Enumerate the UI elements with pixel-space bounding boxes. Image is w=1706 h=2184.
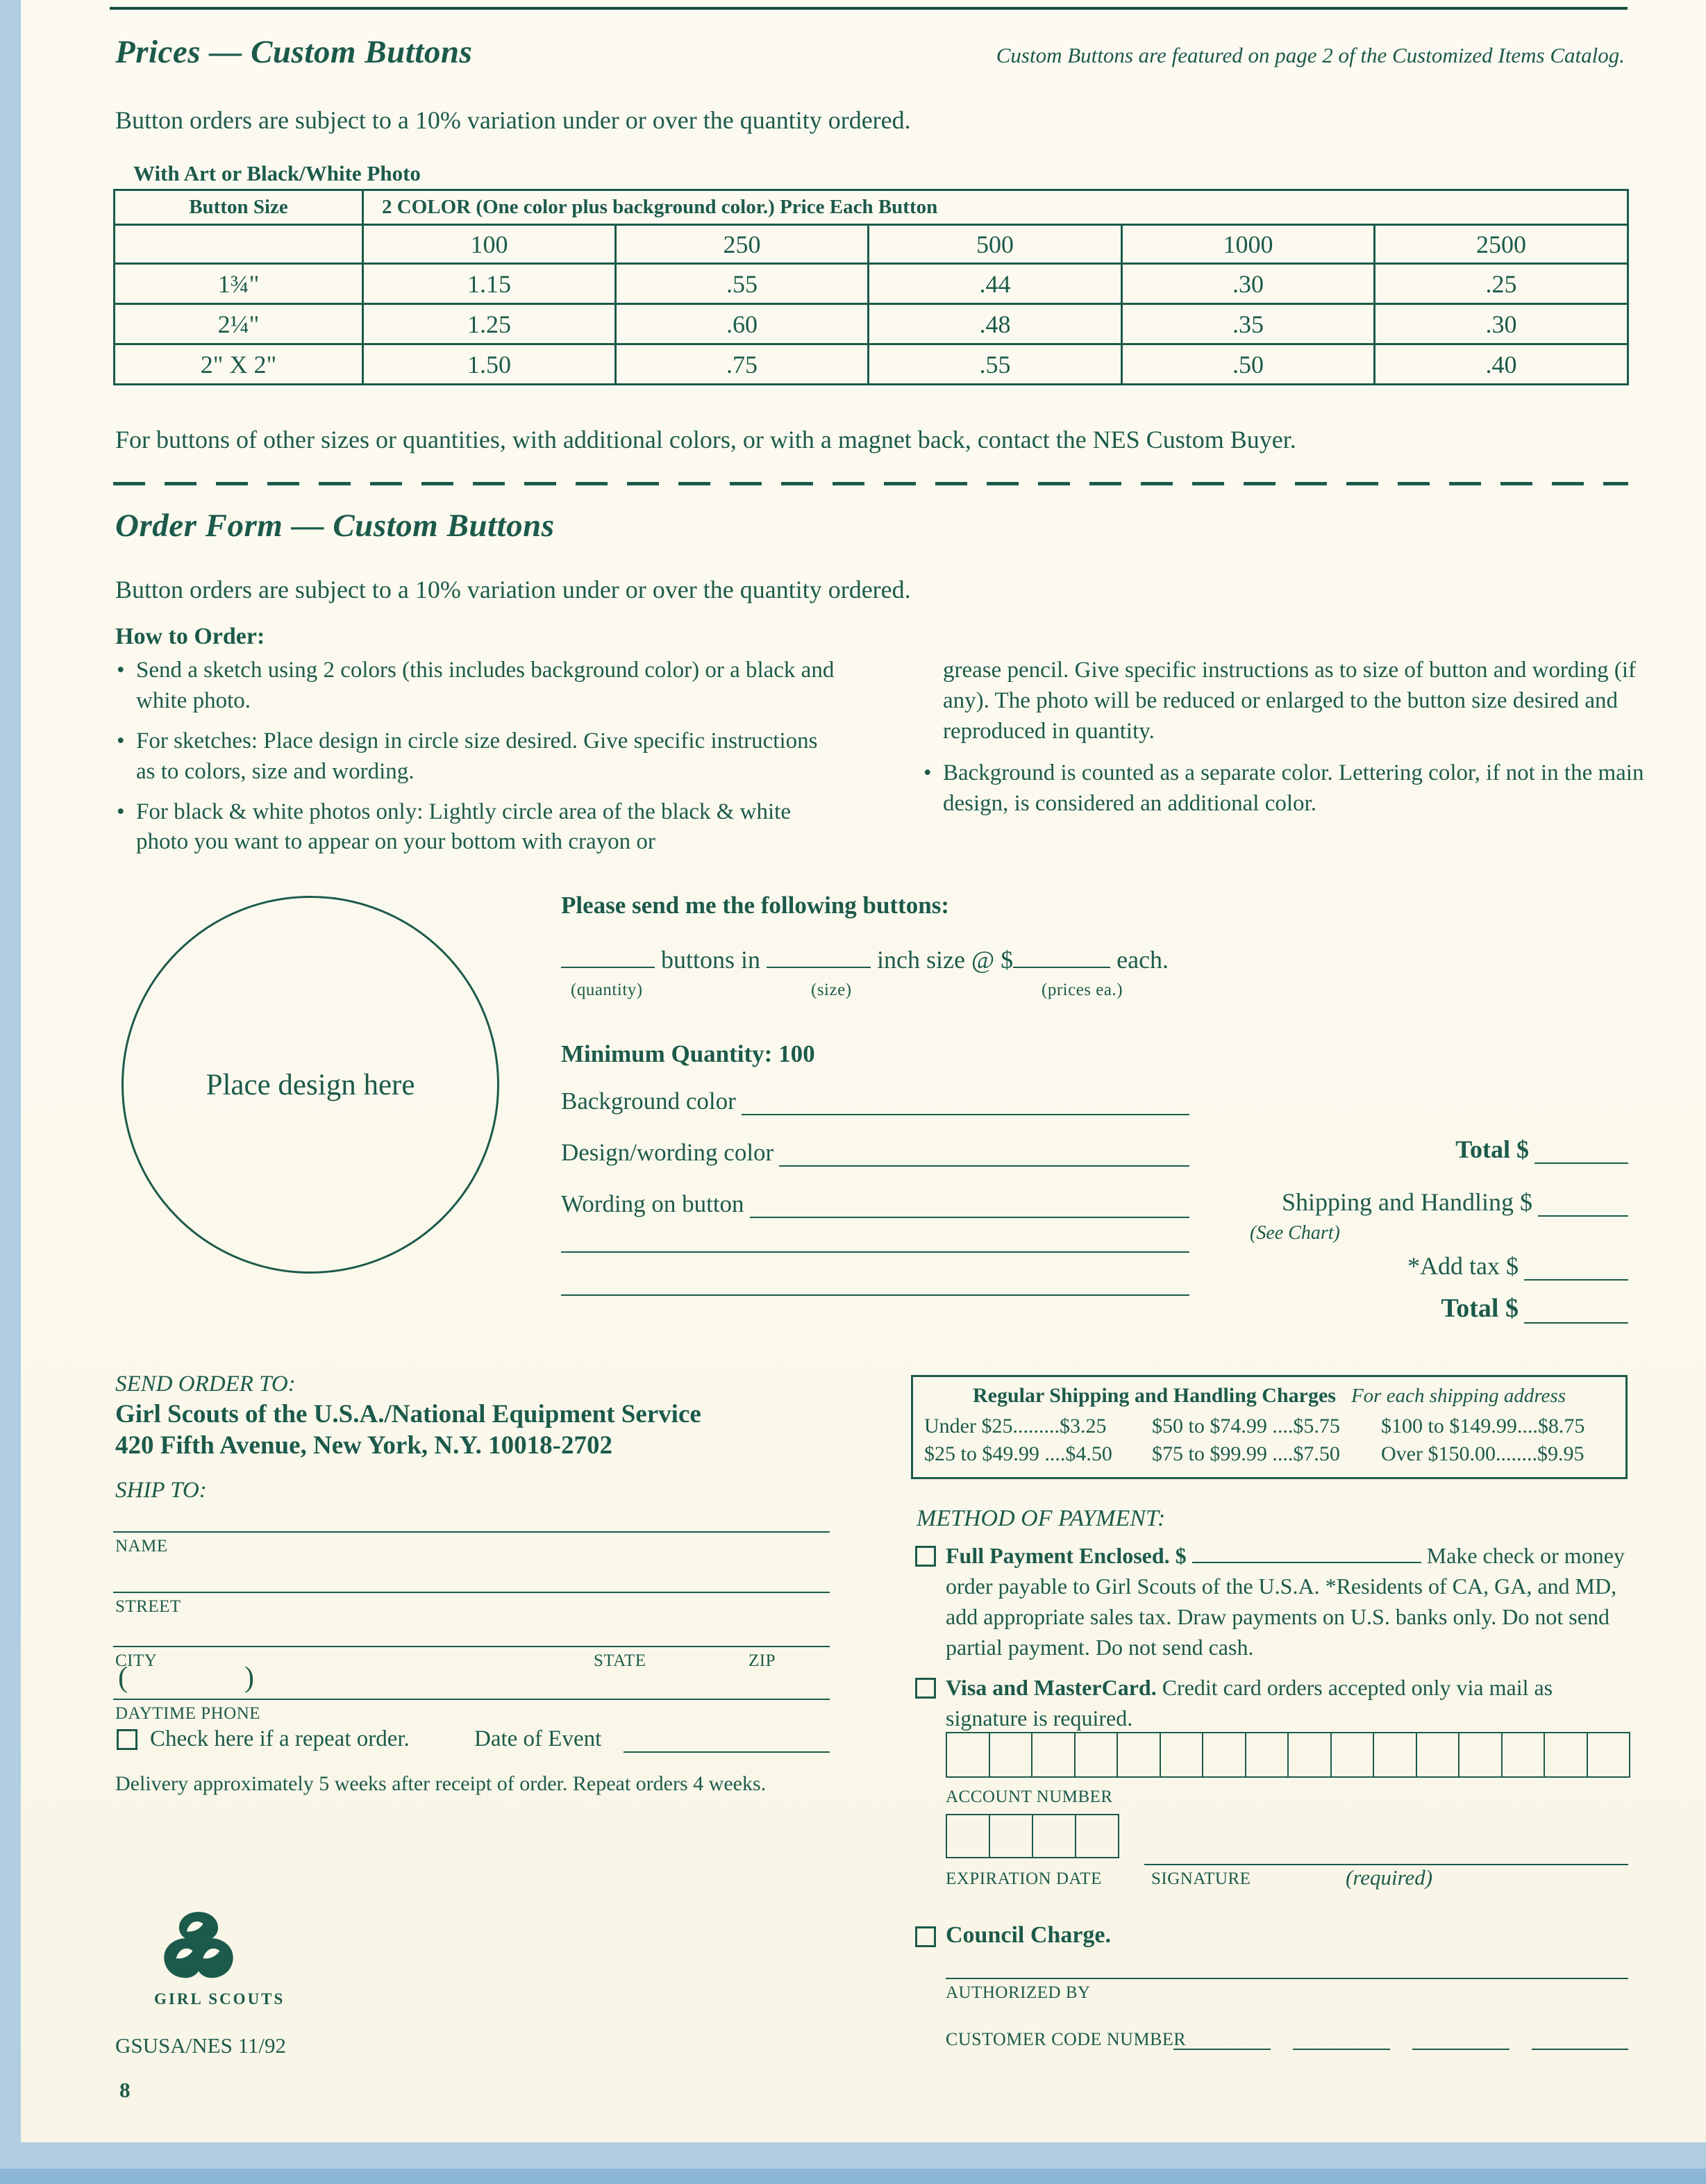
qty-col: 2500 [1375, 225, 1628, 264]
customer-code-blank[interactable] [1293, 2049, 1390, 2050]
background-color-label: Background color [561, 1087, 736, 1115]
price-cell: .50 [1122, 344, 1375, 385]
total-label-1: Total $ [1455, 1135, 1529, 1163]
size-cell: 2" X 2" [115, 344, 363, 385]
size-header: Button Size [115, 190, 363, 225]
expiration-cell[interactable] [989, 1814, 1033, 1858]
table-row [115, 344, 1628, 385]
dollar-sign: $ [1001, 946, 1014, 974]
full-payment-checkbox[interactable] [915, 1546, 936, 1567]
total-blank-2[interactable] [1524, 1299, 1628, 1324]
shipping-chart-box [911, 1375, 1628, 1479]
name-label: NAME [115, 1537, 168, 1556]
full-payment-amount-blank[interactable] [1192, 1543, 1421, 1563]
account-number-cell[interactable] [1245, 1732, 1289, 1778]
form-code: GSUSA/NES 11/92 [115, 2033, 287, 2058]
qty-col: 500 [869, 225, 1122, 264]
wording-field [561, 1190, 1189, 1218]
sublabel-quantity: (quantity) [571, 981, 643, 999]
shipping-chart-title: Regular Shipping and Handling Charges [973, 1384, 1336, 1407]
design-color-label: Design/wording color [561, 1139, 774, 1166]
visa-label: Visa and MasterCard. [946, 1675, 1157, 1700]
phone-paren-open: ( [118, 1662, 128, 1694]
account-number-cell[interactable] [1287, 1732, 1332, 1778]
city-label: CITY [115, 1651, 158, 1670]
add-tax-row [1407, 1251, 1628, 1281]
visa-mastercard-checkbox[interactable] [915, 1678, 936, 1699]
full-payment-label: Full Payment Enclosed. [946, 1543, 1170, 1568]
how-to-bullets-left [115, 656, 837, 867]
price-cell: .25 [1375, 264, 1628, 304]
each-text: each. [1117, 946, 1169, 974]
daytime-phone-label: DAYTIME PHONE [115, 1704, 261, 1723]
street-label: STREET [115, 1597, 181, 1616]
send-order-label: SEND ORDER TO: [115, 1372, 296, 1397]
total-blank-1[interactable] [1534, 1140, 1628, 1164]
price-footnote: For buttons of other sizes or quantities, with additional colors, or with a magnet back, contact the NES Custom Buyer. [115, 426, 1296, 453]
account-number-cell[interactable] [946, 1732, 990, 1778]
size-blank[interactable] [767, 944, 871, 968]
price-cell: .60 [616, 304, 869, 344]
required-note: (required) [1346, 1865, 1433, 1890]
design-color-field [561, 1139, 1189, 1167]
full-payment-text: Make check or money order payable to Girl Scouts of the U.S.A. *Residents of CA, GA, and MD, add appropriate sales tax. Draw payments on U.S. banks only. Do not send partial payment. Do not send cash. [946, 1543, 1625, 1660]
continuation-text: grease pencil. Give specific instructions as to size of button and wording (if any). The photo will be reduced or enlarged to the button size desired and reproduced in quantity. [943, 658, 1636, 744]
shipping-chart-subtitle: For each shipping address [1350, 1385, 1566, 1407]
customer-code-blank[interactable] [1532, 2049, 1628, 2050]
shipping-row [1282, 1187, 1628, 1217]
qty-col: 100 [363, 225, 616, 264]
account-number-cell[interactable] [1373, 1732, 1417, 1778]
shipping-rate: Under $25.........$3.25 [924, 1415, 1107, 1437]
date-of-event-blank[interactable] [624, 1751, 830, 1753]
list-item: • For black & white photos only: Lightly circle area of the black & white photo you want to appear on your bottom with crayon or [115, 797, 837, 858]
inch-size-text: inch size @ [877, 946, 995, 974]
visa-text: Credit card orders accepted only via mail as signature is required. [946, 1675, 1553, 1731]
shipping-rate: $25 to $49.99 ....$4.50 [924, 1442, 1112, 1465]
account-number-cell[interactable] [1544, 1732, 1588, 1778]
sublabel-size: (size) [811, 981, 852, 999]
total-label-2: Total $ [1441, 1294, 1519, 1323]
extra-wording-line-1[interactable] [561, 1251, 1189, 1253]
how-to-bullets-right [922, 656, 1644, 828]
shipping-label: Shipping and Handling $ [1282, 1188, 1532, 1216]
send-order-org: Girl Scouts of the U.S.A./National Equipment Service [115, 1400, 701, 1428]
expiration-cell[interactable] [1075, 1814, 1119, 1858]
price-cell: .40 [1375, 344, 1628, 385]
account-number-grid [946, 1732, 1630, 1778]
color-header: 2 COLOR (One color plus background color.) Price Each Button [363, 190, 1628, 225]
price-cell: 1.15 [363, 264, 616, 304]
account-number-cell[interactable] [1202, 1732, 1246, 1778]
background-color-field [561, 1087, 1189, 1115]
catalog-note: Custom Buttons are featured on page 2 of the Customized Items Catalog. [996, 43, 1625, 67]
list-item: • Background is counted as a separate color. Lettering color, if not in the main design, is considered an additional color. [922, 758, 1644, 819]
ship-to-label: SHIP TO: [115, 1478, 207, 1503]
price-cell: 1.25 [363, 304, 616, 344]
customer-code-blank[interactable] [1412, 2049, 1510, 2050]
expiration-grid [946, 1814, 1119, 1858]
account-number-cell[interactable] [1031, 1732, 1076, 1778]
account-number-cell[interactable] [989, 1732, 1033, 1778]
account-number-cell[interactable] [1074, 1732, 1119, 1778]
authorized-by-label: AUTHORIZED BY [946, 1983, 1091, 2002]
full-payment-dollar: $ [1175, 1543, 1187, 1568]
street-line[interactable] [113, 1592, 830, 1593]
expiration-date-label: EXPIRATION DATE [946, 1869, 1102, 1888]
signature-label: SIGNATURE [1151, 1869, 1251, 1888]
shipping-blank[interactable] [1538, 1193, 1628, 1217]
size-cell: 2¼" [115, 304, 363, 344]
shipping-rate: $50 to $74.99 ....$5.75 [1152, 1415, 1340, 1437]
minimum-quantity: Minimum Quantity: 100 [561, 1040, 815, 1067]
background-color-blank[interactable] [742, 1090, 1189, 1115]
qty-col: 250 [616, 225, 869, 264]
add-tax-blank[interactable] [1524, 1257, 1628, 1281]
variation-note-2: Button orders are subject to a 10% variation under or over the quantity ordered. [115, 576, 911, 603]
price-cell: .35 [1122, 304, 1375, 344]
visa-block [946, 1672, 1634, 1733]
list-item: • Send a sketch using 2 colors (this includes background color) or a black and white photo. [115, 656, 837, 717]
account-number-cell[interactable] [1501, 1732, 1546, 1778]
customer-code-label: CUSTOMER CODE NUMBER [946, 2029, 1187, 2049]
request-heading: Please send me the following buttons: [561, 892, 950, 919]
price-cell: .55 [616, 264, 869, 304]
account-number-cell[interactable] [1330, 1732, 1375, 1778]
design-placement-circle[interactable] [122, 896, 499, 1274]
repeat-order-checkbox[interactable] [117, 1729, 137, 1750]
size-cell: 1¾" [115, 264, 363, 304]
price-cell: .30 [1122, 264, 1375, 304]
wording-label: Wording on button [561, 1190, 744, 1217]
authorized-by-line[interactable] [946, 1978, 1628, 1979]
price-cell: .44 [869, 264, 1122, 304]
price-cell: .48 [869, 304, 1122, 344]
expiration-cell[interactable] [946, 1814, 990, 1858]
shipping-rate: $75 to $99.99 ....$7.50 [1152, 1442, 1340, 1465]
scan-edge [0, 2169, 1706, 2184]
design-circle-label: Place design here [206, 1068, 415, 1101]
city-state-zip-line[interactable] [113, 1646, 830, 1647]
phone-line[interactable] [113, 1699, 830, 1700]
expiration-cell[interactable] [1032, 1814, 1076, 1858]
name-line[interactable] [113, 1531, 830, 1533]
method-of-payment-heading: METHOD OF PAYMENT: [917, 1506, 1166, 1531]
order-quantity-line [561, 944, 1169, 974]
price-cell: 1.50 [363, 344, 616, 385]
account-number-cell[interactable] [1587, 1732, 1631, 1778]
send-order-address: 420 Fifth Avenue, New York, N.Y. 10018-2702 [115, 1431, 613, 1460]
variation-note-1: Button orders are subject to a 10% variation under or over the quantity ordered. [115, 106, 911, 134]
see-chart-note: (See Chart) [1250, 1222, 1340, 1244]
dashed-divider [113, 482, 1628, 485]
price-cell: .30 [1375, 304, 1628, 344]
design-color-blank[interactable] [779, 1141, 1189, 1167]
top-rule [110, 7, 1628, 10]
prices-title: Prices — Custom Buttons [115, 34, 473, 70]
empty-cell [115, 225, 363, 264]
account-number-cell[interactable] [1416, 1732, 1460, 1778]
list-item: • For sketches: Place design in circle size desired. Give specific instructions as to colors, size and wording. [115, 726, 837, 787]
table-row [115, 304, 1628, 344]
wording-blank[interactable] [750, 1192, 1189, 1218]
qty-col: 1000 [1122, 225, 1375, 264]
council-charge-label: Council Charge. [946, 1922, 1111, 1948]
phone-paren-close: ) [244, 1662, 254, 1694]
extra-wording-line-2[interactable] [561, 1294, 1189, 1296]
girl-scouts-logo-icon [161, 1908, 236, 1991]
full-payment-block [946, 1540, 1634, 1663]
delivery-note: Delivery approximately 5 weeks after receipt of order. Repeat orders 4 weeks. [115, 1772, 767, 1795]
customer-code-blank[interactable] [1173, 2049, 1271, 2050]
total-row-2 [1441, 1293, 1628, 1324]
sublabel-prices: (prices ea.) [1042, 981, 1123, 999]
shipping-rate: Over $150.00........$9.95 [1381, 1442, 1584, 1465]
table-row [115, 264, 1628, 304]
price-table [113, 189, 1629, 385]
price-blank[interactable] [1013, 944, 1110, 968]
zip-label: ZIP [749, 1651, 776, 1670]
date-of-event-label: Date of Event [474, 1726, 602, 1751]
how-to-order-heading: How to Order: [115, 624, 265, 649]
shipping-rate: $100 to $149.99....$8.75 [1381, 1415, 1585, 1437]
price-cell: .75 [616, 344, 869, 385]
price-table-caption: With Art or Black/White Photo [133, 161, 421, 185]
buttons-in-text: buttons in [661, 946, 761, 974]
council-charge-checkbox[interactable] [915, 1926, 936, 1947]
add-tax-label: *Add tax $ [1407, 1252, 1519, 1280]
total-row-1 [1455, 1135, 1628, 1164]
repeat-order-label: Check here if a repeat order. [150, 1726, 410, 1751]
account-number-label: ACCOUNT NUMBER [946, 1787, 1113, 1806]
state-label: STATE [594, 1651, 646, 1670]
account-number-cell[interactable] [1160, 1732, 1204, 1778]
order-form-title: Order Form — Custom Buttons [115, 508, 555, 544]
page-number: 8 [119, 2078, 131, 2102]
price-cell: .55 [869, 344, 1122, 385]
girl-scouts-logo-text: GIRL SCOUTS [154, 1990, 285, 2008]
account-number-cell[interactable] [1458, 1732, 1503, 1778]
account-number-cell[interactable] [1117, 1732, 1161, 1778]
quantity-blank[interactable] [561, 944, 655, 968]
